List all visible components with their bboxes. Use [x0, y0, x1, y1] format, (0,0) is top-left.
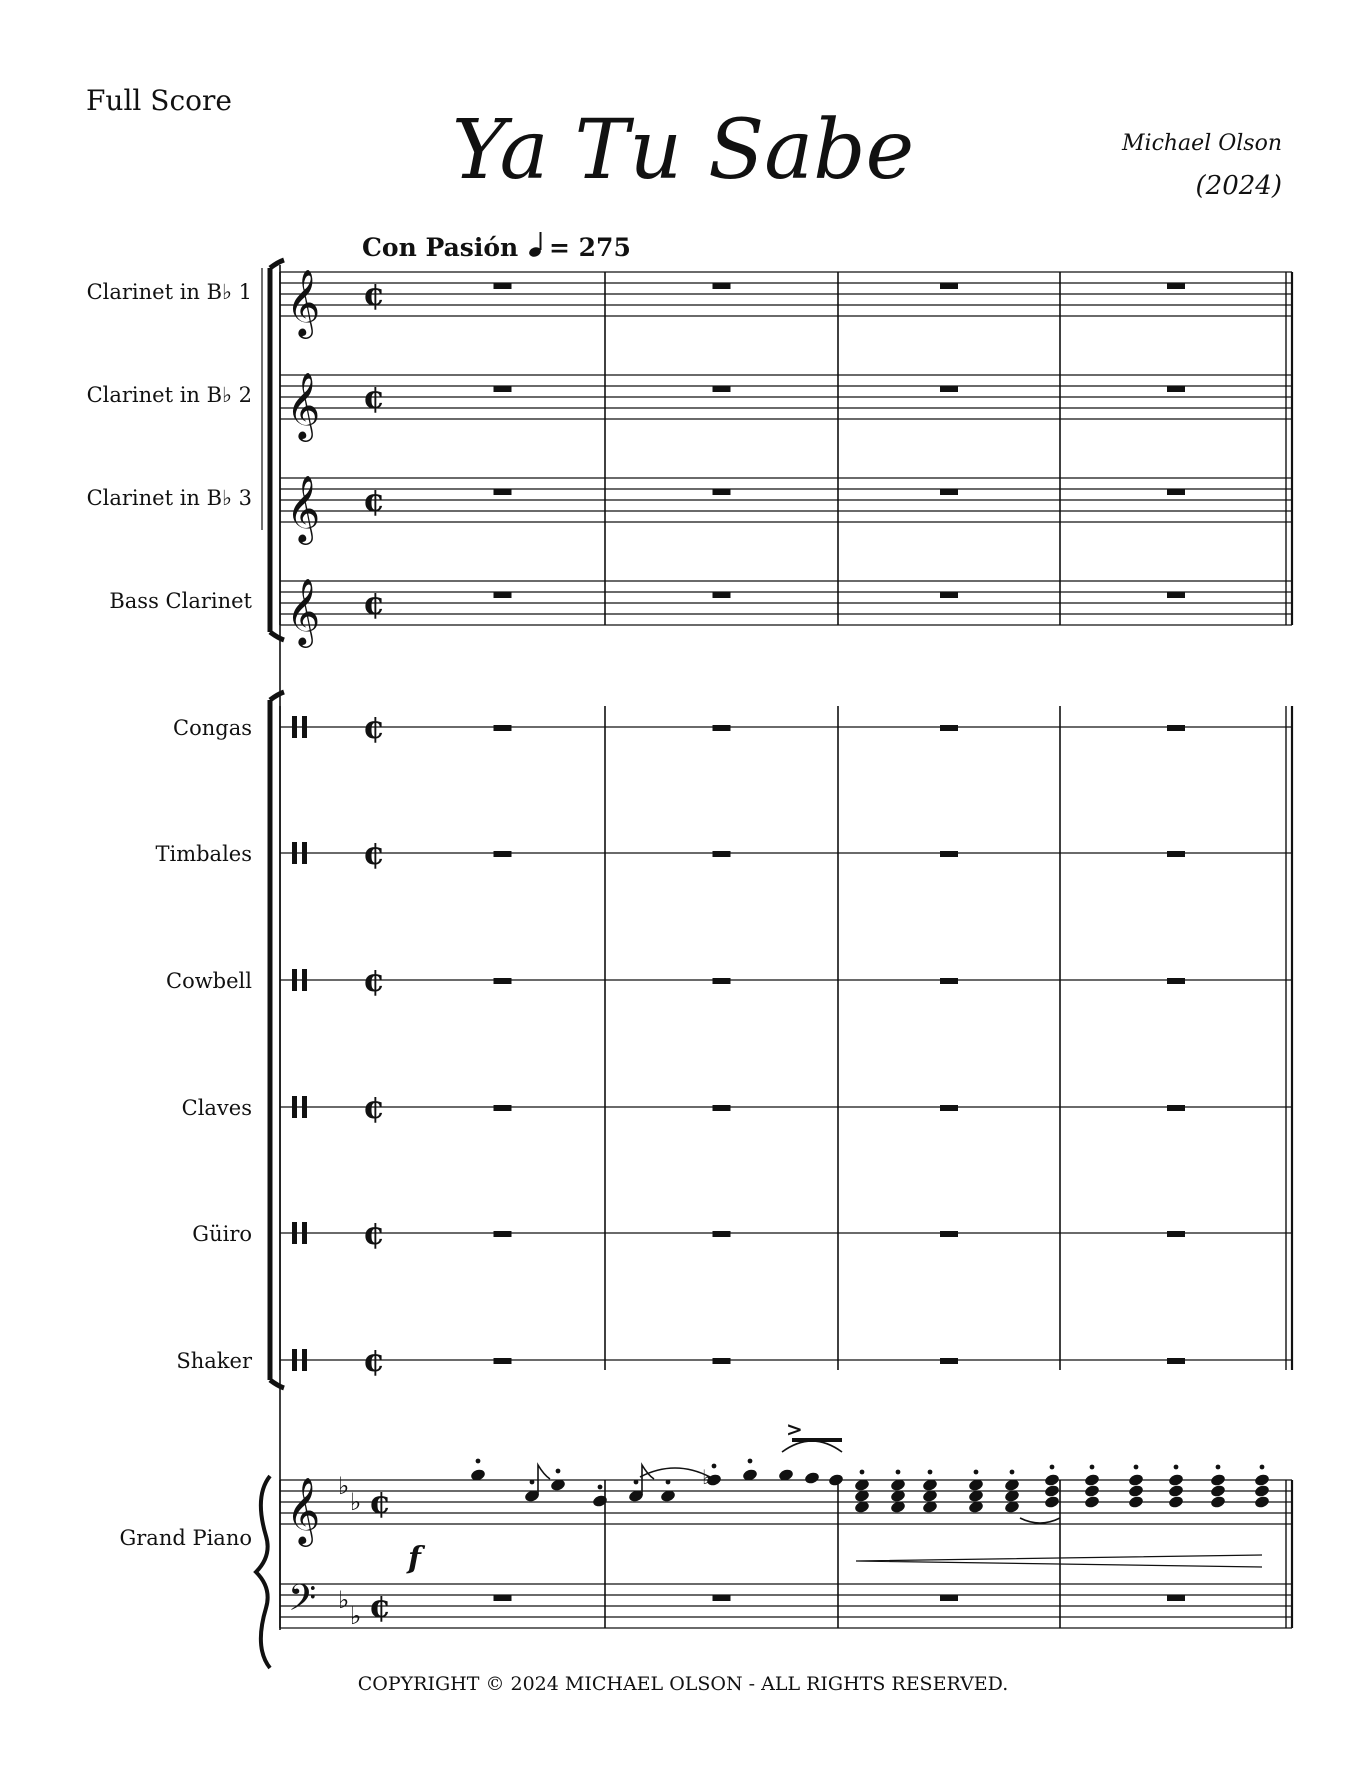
- staff-4: [280, 581, 1292, 625]
- whole-rest: [1167, 1358, 1185, 1364]
- whole-rest: [713, 978, 731, 984]
- whole-rest: [494, 725, 512, 731]
- instrument-label: Clarinet in B♭ 3: [86, 486, 252, 510]
- instrument-label: Güiro: [192, 1222, 252, 1246]
- cut-time-signature: ¢: [362, 708, 386, 746]
- staff-3: [280, 478, 1292, 522]
- chord-notehead: [1254, 1495, 1271, 1509]
- flat-sign: ♭: [338, 1472, 350, 1500]
- cut-time-signature: ¢: [362, 275, 386, 313]
- whole-rest: [940, 1358, 958, 1364]
- treble-clef-icon: 𝄞: [286, 371, 321, 439]
- treble-clef-icon: 𝄞: [286, 474, 321, 542]
- chord-notehead: [1044, 1473, 1061, 1487]
- whole-rest: [494, 978, 512, 984]
- staff-1: [280, 272, 1292, 316]
- instrument-label: Grand Piano: [119, 1526, 252, 1550]
- chord-notehead: [1084, 1484, 1101, 1498]
- whole-rest: [494, 592, 512, 598]
- instrument-label: Shaker: [176, 1349, 252, 1373]
- chord-notehead: [1254, 1484, 1271, 1498]
- chord-notehead: [1254, 1473, 1271, 1487]
- instrument-label: Clarinet in B♭ 1: [86, 280, 252, 304]
- flat-sign: ♭: [338, 1586, 350, 1614]
- staccato-dot: [860, 1470, 865, 1475]
- staccato-dot: [634, 1480, 639, 1485]
- chord-notehead: [1210, 1473, 1227, 1487]
- piano-brace: [256, 1476, 270, 1668]
- staccato-dot: [476, 1459, 481, 1464]
- whole-rest: [940, 725, 958, 731]
- percussion-clef-icon: [292, 1349, 297, 1371]
- whole-rest: [713, 283, 731, 289]
- cut-time-signature: ¢: [362, 584, 386, 622]
- staff-2: [280, 375, 1292, 419]
- whole-rest: [1167, 1105, 1185, 1111]
- staccato-dot: [598, 1485, 603, 1490]
- whole-rest: [1167, 978, 1185, 984]
- whole-rest: [494, 489, 512, 495]
- staccato-dot: [1134, 1465, 1139, 1470]
- whole-rest: [940, 1595, 958, 1601]
- percussion-clef-icon: [292, 1222, 297, 1244]
- whole-rest: [1167, 386, 1185, 392]
- chord-notehead: [1210, 1495, 1227, 1509]
- staccato-dot: [928, 1470, 933, 1475]
- notehead: [828, 1473, 845, 1487]
- staccato-dot: [530, 1480, 535, 1485]
- percussion-clef-icon: [292, 969, 297, 991]
- notehead: [804, 1471, 821, 1485]
- whole-rest: [940, 1231, 958, 1237]
- staccato-dot: [1090, 1465, 1095, 1470]
- slur-arc: [782, 1441, 842, 1452]
- whole-rest: [494, 851, 512, 857]
- whole-rest: [940, 1105, 958, 1111]
- cut-time-signature: ¢: [362, 1341, 386, 1379]
- chord-notehead: [1210, 1484, 1227, 1498]
- whole-rest: [940, 489, 958, 495]
- whole-rest: [713, 1105, 731, 1111]
- accent-mark: >: [786, 1417, 803, 1441]
- quarter-note-icon: [528, 232, 542, 258]
- whole-rest: [494, 1231, 512, 1237]
- whole-rest: [494, 386, 512, 392]
- chord-notehead: [1168, 1484, 1185, 1498]
- whole-rest: [1167, 489, 1185, 495]
- chord-notehead: [1128, 1484, 1145, 1498]
- whole-rest: [1167, 1231, 1185, 1237]
- cut-time-signature: ¢: [368, 1587, 392, 1625]
- chord-notehead: [1128, 1495, 1145, 1509]
- staccato-dot: [748, 1459, 753, 1464]
- whole-rest: [713, 386, 731, 392]
- chord-notehead: [1044, 1484, 1061, 1498]
- whole-rest: [1167, 851, 1185, 857]
- piano-bass-staff: [280, 1584, 1292, 1628]
- whole-rest: [1167, 725, 1185, 731]
- whole-rest: [494, 1358, 512, 1364]
- whole-rest: [940, 592, 958, 598]
- cut-time-signature: ¢: [362, 481, 386, 519]
- staccato-dot: [974, 1470, 979, 1475]
- instrument-label: Timbales: [155, 842, 252, 866]
- whole-rest: [713, 851, 731, 857]
- staccato-dot: [1010, 1470, 1015, 1475]
- staccato-dot: [666, 1480, 671, 1485]
- instrument-label: Congas: [173, 716, 252, 740]
- crescendo-hairpin: [856, 1555, 1262, 1567]
- bass-clef-icon: 𝄢: [288, 1577, 317, 1628]
- whole-rest: [713, 1231, 731, 1237]
- whole-rest: [713, 1595, 731, 1601]
- staccato-dot: [1260, 1465, 1265, 1470]
- treble-clef-icon: 𝄞: [286, 268, 321, 336]
- percussion-clef-icon: [292, 1096, 297, 1118]
- staccato-dot: [1174, 1465, 1179, 1470]
- whole-rest: [494, 283, 512, 289]
- clarinet-group-bracket: [270, 260, 284, 640]
- instrument-label: Claves: [181, 1096, 252, 1120]
- score-system: [87, 260, 1292, 1668]
- notehead: [592, 1494, 609, 1508]
- whole-rest: [1167, 1595, 1185, 1601]
- instrument-label: Clarinet in B♭ 2: [86, 383, 252, 407]
- staccato-dot: [896, 1470, 901, 1475]
- whole-rest: [1167, 283, 1185, 289]
- staccato-dot: [556, 1469, 561, 1474]
- composition-year: (2024): [1195, 171, 1282, 201]
- whole-rest: [940, 283, 958, 289]
- cut-time-signature: ¢: [362, 1088, 386, 1126]
- tempo-value: = 275: [549, 233, 631, 262]
- whole-rest: [940, 851, 958, 857]
- flat-sign: ♭: [350, 1488, 362, 1516]
- whole-rest: [940, 386, 958, 392]
- whole-rest: [940, 978, 958, 984]
- cut-time-signature: ¢: [362, 1214, 386, 1252]
- percussion-group-bracket: [270, 692, 284, 1388]
- cut-time-signature: ¢: [368, 1483, 392, 1521]
- whole-rest: [713, 725, 731, 731]
- cut-time-signature: ¢: [362, 378, 386, 416]
- whole-rest: [713, 1358, 731, 1364]
- piece-title: Ya Tu Sabe: [451, 103, 915, 198]
- chord-notehead: [1168, 1473, 1185, 1487]
- instrument-label: Cowbell: [166, 969, 252, 993]
- staccato-dot: [712, 1464, 717, 1469]
- flat-sign: ♭: [350, 1602, 362, 1630]
- whole-rest: [713, 489, 731, 495]
- treble-clef-icon: 𝄞: [286, 1476, 321, 1544]
- staccato-dot: [1216, 1465, 1221, 1470]
- percussion-clef-icon: [292, 842, 297, 864]
- chord-notehead: [1168, 1495, 1185, 1509]
- flat-sign: ♭: [702, 1465, 712, 1489]
- cut-time-signature: ¢: [362, 834, 386, 872]
- full-score-label: Full Score: [86, 84, 232, 117]
- copyright-notice: COPYRIGHT © 2024 MICHAEL OLSON - ALL RIGHTS RESERVED.: [357, 1673, 1009, 1695]
- tie-arc: [1020, 1518, 1060, 1523]
- dynamic-forte: f: [408, 1541, 421, 1576]
- whole-rest: [494, 1105, 512, 1111]
- whole-rest: [713, 592, 731, 598]
- tempo-text: Con Pasión: [362, 233, 519, 262]
- treble-clef-icon: 𝄞: [286, 577, 321, 645]
- chord-notehead: [1128, 1473, 1145, 1487]
- percussion-clef-icon: [292, 716, 297, 738]
- whole-rest: [1167, 592, 1185, 598]
- whole-rest: [494, 1595, 512, 1601]
- chord-notehead: [1084, 1495, 1101, 1509]
- staccato-dot: [1050, 1465, 1055, 1470]
- composer-name: Michael Olson: [1122, 131, 1282, 156]
- chord-notehead: [1084, 1473, 1101, 1487]
- chord-notehead: [1044, 1495, 1061, 1509]
- cut-time-signature: ¢: [362, 961, 386, 999]
- instrument-label: Bass Clarinet: [109, 589, 252, 613]
